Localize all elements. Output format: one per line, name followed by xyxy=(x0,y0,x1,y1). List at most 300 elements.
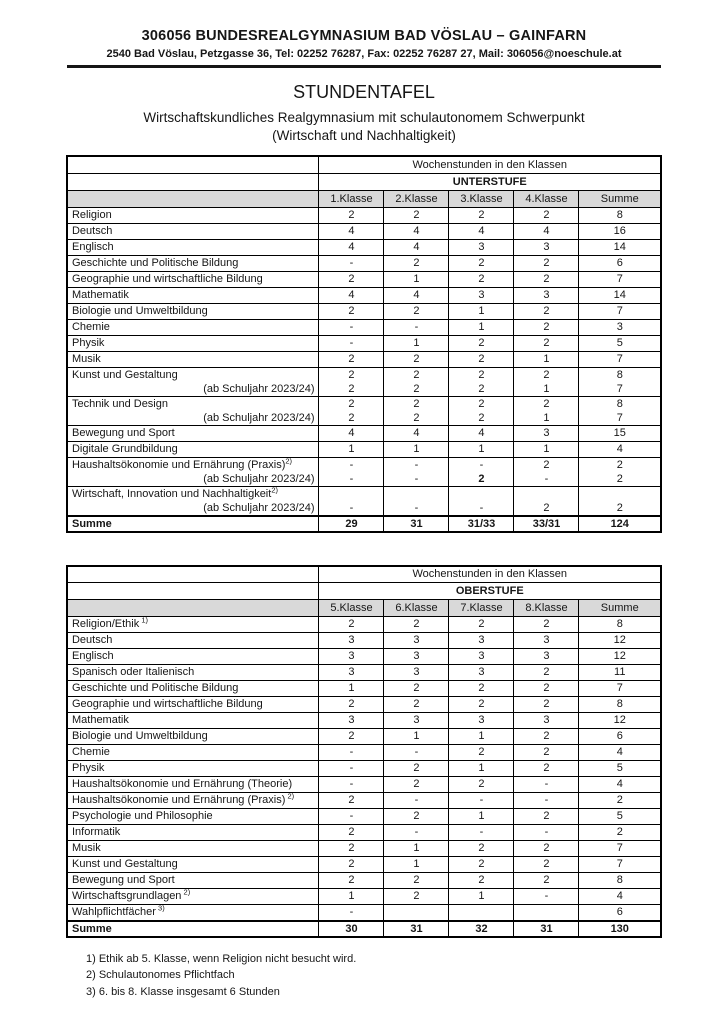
blank-cell xyxy=(67,156,319,173)
hours-cell: 2 xyxy=(449,873,514,889)
hours-cell: 7 xyxy=(579,351,661,367)
subject-row xyxy=(67,825,661,841)
summe-row xyxy=(67,921,661,937)
subject-cell xyxy=(67,633,319,649)
blank-cell xyxy=(67,173,319,190)
hours-cell: 2 xyxy=(514,255,579,271)
subject-cell xyxy=(67,486,319,516)
hours-cell xyxy=(319,486,384,516)
subject-row xyxy=(67,793,661,809)
hours-cell: - xyxy=(514,777,579,793)
subject-cell xyxy=(67,271,319,287)
blank-cell xyxy=(67,583,319,600)
subject-label: Technik und Design xyxy=(71,397,168,410)
hours-line-2: 2 xyxy=(348,382,355,395)
hours-line-2: 2 xyxy=(413,382,420,395)
hours-cell: 2 xyxy=(384,777,449,793)
hours-line-2: 2 xyxy=(616,472,623,485)
hours-cell: 2 xyxy=(449,857,514,873)
subject-row xyxy=(67,319,661,335)
hours-line-2: 2 xyxy=(543,501,550,514)
subject-row xyxy=(67,425,661,441)
hours-line-1: 8 xyxy=(616,397,623,410)
hours-cell: 1 xyxy=(449,303,514,319)
subject-cell xyxy=(67,905,319,921)
hours-cell xyxy=(449,367,514,396)
subject-label: Geschichte und Politische Bildung xyxy=(71,256,239,269)
blank-cell xyxy=(67,190,319,207)
hours-cell: 2 xyxy=(384,617,449,633)
hours-cell: 3 xyxy=(449,649,514,665)
group-header-row xyxy=(67,566,661,583)
hours-cell: 1 xyxy=(384,441,449,457)
school-address: 2540 Bad Vöslau, Petzgasse 36, Tel: 02252 76287, Fax: 02252 76287 27, Mail: 306056@noeschule.at xyxy=(106,48,622,60)
subject-cell xyxy=(67,425,319,441)
subject-cell xyxy=(67,713,319,729)
hours-cell: 7 xyxy=(579,857,661,873)
hours-cell: 4 xyxy=(579,441,661,457)
hours-cell: - xyxy=(319,745,384,761)
hours-cell: - xyxy=(514,889,579,905)
hours-cell: 3 xyxy=(319,633,384,649)
hours-cell: 3 xyxy=(384,633,449,649)
hours-cell xyxy=(514,905,579,921)
subject-row xyxy=(67,697,661,713)
hours-cell: 2 xyxy=(514,857,579,873)
subject-label: Kunst und Gestaltung xyxy=(71,368,178,381)
hours-cell: 3 xyxy=(449,713,514,729)
column-header-cell: Summe xyxy=(579,190,661,207)
hours-line-2: - xyxy=(479,501,484,514)
hours-cell xyxy=(514,396,579,425)
subject-label: Haushaltsökonomie und Ernährung (Theorie) xyxy=(71,778,293,790)
subject-label: Religion xyxy=(71,208,112,221)
subject-label: Musik xyxy=(71,842,101,854)
hours-cell: 3 xyxy=(449,239,514,255)
hours-cell: 2 xyxy=(514,809,579,825)
hours-cell: 2 xyxy=(319,793,384,809)
hours-cell: 2 xyxy=(384,681,449,697)
hours-cell xyxy=(579,486,661,516)
subject-cell xyxy=(67,223,319,239)
hours-cell xyxy=(514,486,579,516)
subject-row xyxy=(67,777,661,793)
hours-cell: 5 xyxy=(579,809,661,825)
hours-cell: 1 xyxy=(384,335,449,351)
hours-cell: 2 xyxy=(514,665,579,681)
hours-cell: 2 xyxy=(319,841,384,857)
subject-label: Summe xyxy=(71,922,112,935)
subject-label: Psychologie und Philosophie xyxy=(71,810,213,822)
hours-cell: 2 xyxy=(319,857,384,873)
hours-cell: - xyxy=(384,825,449,841)
subject-cell xyxy=(67,396,319,425)
hours-cell xyxy=(384,486,449,516)
hours-cell xyxy=(319,396,384,425)
hours-cell: 3 xyxy=(514,713,579,729)
subject-row xyxy=(67,649,661,665)
group-header-row xyxy=(67,156,661,173)
subject-row xyxy=(67,239,661,255)
hours-cell: 6 xyxy=(579,905,661,921)
hours-cell: 2 xyxy=(449,777,514,793)
hours-cell: 2 xyxy=(449,335,514,351)
hours-cell: 1 xyxy=(449,319,514,335)
subject-label: Englisch xyxy=(71,240,114,253)
hours-cell: 2 xyxy=(319,303,384,319)
footnote-3: 3) 6. bis 8. Klasse insgesamt 6 Stunden xyxy=(86,985,280,998)
hours-cell: - xyxy=(319,761,384,777)
subject-label: Biologie und Umweltbildung xyxy=(71,730,208,742)
hours-line-2: 2 xyxy=(478,411,485,424)
subject-row xyxy=(67,889,661,905)
hours-cell: 7 xyxy=(579,841,661,857)
hours-line-1 xyxy=(453,487,509,501)
subject-label: Haushaltsökonomie und Ernährung (Praxis)$^{2)}$ xyxy=(71,457,293,471)
hours-cell: 2 xyxy=(319,351,384,367)
subject-cell xyxy=(67,516,319,532)
subject-cell xyxy=(67,617,319,633)
hours-cell: 3 xyxy=(384,713,449,729)
subject-row xyxy=(67,303,661,319)
subject-label: Informatik xyxy=(71,826,121,838)
hours-line-1: - xyxy=(479,458,484,471)
subject-cell xyxy=(67,761,319,777)
hours-cell: 4 xyxy=(579,745,661,761)
hours-cell: 4 xyxy=(384,425,449,441)
hours-cell: - xyxy=(384,319,449,335)
hours-cell: 2 xyxy=(579,793,661,809)
subject-cell xyxy=(67,457,319,486)
hours-cell: 2 xyxy=(514,729,579,745)
hours-line-2: 2 xyxy=(413,411,420,424)
subject-label: Kunst und Gestaltung xyxy=(71,858,178,870)
subject-label: Digitale Grundbildung xyxy=(71,442,178,455)
hours-cell: 2 xyxy=(319,207,384,223)
hours-cell: 4 xyxy=(384,239,449,255)
footnote-2: 2) Schulautonomes Pflichtfach xyxy=(86,969,235,981)
hours-cell: 2 xyxy=(514,271,579,287)
hours-cell: 1 xyxy=(449,441,514,457)
hours-cell: 8 xyxy=(579,207,661,223)
hours-cell: 12 xyxy=(579,633,661,649)
oberstufe-table xyxy=(66,565,662,938)
subject-row xyxy=(67,729,661,745)
footnote-ref: 1) xyxy=(139,616,149,625)
hours-line-1: 2 xyxy=(478,397,485,410)
hours-cell: 3 xyxy=(514,239,579,255)
hours-cell xyxy=(449,396,514,425)
note-line: (ab Schuljahr 2023/24) xyxy=(203,472,315,485)
hours-cell: 14 xyxy=(579,239,661,255)
subject-label: Chemie xyxy=(71,746,110,758)
hours-cell xyxy=(384,457,449,486)
hours-cell xyxy=(319,457,384,486)
subject-row xyxy=(67,761,661,777)
hours-cell: 2 xyxy=(384,255,449,271)
subject-row xyxy=(67,857,661,873)
subject-row xyxy=(67,457,661,486)
subject-row xyxy=(67,207,661,223)
column-header-cell: 1.Klasse xyxy=(319,190,384,207)
hours-cell: 3 xyxy=(449,633,514,649)
hours-cell: 1 xyxy=(449,761,514,777)
hours-cell: 15 xyxy=(579,425,661,441)
subject-row xyxy=(67,271,661,287)
column-header-row xyxy=(67,600,661,617)
hours-line-1: - xyxy=(414,458,419,471)
subject-label: Chemie xyxy=(71,320,110,333)
group-header-cell: Wochenstunden in den Klassen xyxy=(319,566,661,583)
subject-label: Bewegung und Sport xyxy=(71,426,175,439)
hours-cell xyxy=(579,367,661,396)
hours-cell: 4 xyxy=(319,223,384,239)
group-header-cell: Wochenstunden in den Klassen xyxy=(319,156,661,173)
hours-cell: - xyxy=(514,825,579,841)
hours-line-2: - xyxy=(414,501,419,514)
hours-cell xyxy=(579,396,661,425)
hours-cell: 3 xyxy=(514,649,579,665)
hours-cell: 2 xyxy=(384,697,449,713)
hours-line-1: 2 xyxy=(413,397,420,410)
hours-cell: 1 xyxy=(384,271,449,287)
subject-row xyxy=(67,335,661,351)
subject-cell xyxy=(67,239,319,255)
hours-line-1: 2 xyxy=(543,368,550,381)
hours-cell: 4 xyxy=(319,239,384,255)
hours-cell: 31/33 xyxy=(449,516,514,532)
hours-cell: 5 xyxy=(579,761,661,777)
subject-cell xyxy=(67,681,319,697)
hours-line-2: 2 xyxy=(478,382,485,395)
hours-cell: 2 xyxy=(514,617,579,633)
hours-cell: 2 xyxy=(514,319,579,335)
subject-row xyxy=(67,396,661,425)
subject-cell xyxy=(67,351,319,367)
hours-cell xyxy=(514,457,579,486)
hours-line-2: 2 xyxy=(348,411,355,424)
footnote-ref: 2) xyxy=(285,457,293,465)
hours-cell: 2 xyxy=(319,271,384,287)
hours-cell xyxy=(579,457,661,486)
subject-cell xyxy=(67,857,319,873)
subject-label: Geographie und wirtschaftliche Bildung xyxy=(71,698,263,710)
hours-cell: 3 xyxy=(319,713,384,729)
footnote-ref: 2) xyxy=(181,888,191,897)
hours-cell xyxy=(449,905,514,921)
hours-cell xyxy=(384,367,449,396)
hours-cell: 1 xyxy=(319,681,384,697)
subject-row xyxy=(67,905,661,921)
hours-cell: 2 xyxy=(319,873,384,889)
hours-cell: 3 xyxy=(384,665,449,681)
summe-row xyxy=(67,516,661,532)
subject-cell xyxy=(67,665,319,681)
hours-cell: 4 xyxy=(319,425,384,441)
hours-line-1: 2 xyxy=(616,458,623,471)
hours-cell: 2 xyxy=(449,351,514,367)
blank-cell xyxy=(67,600,319,617)
hours-cell: 2 xyxy=(514,841,579,857)
hours-line-2: 2 xyxy=(478,472,485,485)
hours-cell: 31 xyxy=(384,921,449,937)
note-line: (ab Schuljahr 2023/24) xyxy=(203,501,315,514)
hours-line-1 xyxy=(388,487,444,501)
subject-row xyxy=(67,223,661,239)
column-header-cell: 6.Klasse xyxy=(384,600,449,617)
hours-line-2: 1 xyxy=(543,411,550,424)
subject-row xyxy=(67,713,661,729)
subtitle-line-1: Wirtschaftskundliches Realgymnasium mit schulautonomem Schwerpunkt xyxy=(143,110,585,125)
hours-cell: 2 xyxy=(514,335,579,351)
hours-cell: 29 xyxy=(319,516,384,532)
hours-cell: 1 xyxy=(514,351,579,367)
subject-label: Religion/Ethik $^{1)}$ xyxy=(71,616,149,630)
subject-label: Wirtschaft, Innovation und Nachhaltigkeit$^{2)}$ xyxy=(71,486,278,500)
hours-cell: 6 xyxy=(579,255,661,271)
hours-line-1 xyxy=(323,487,379,501)
hours-cell: 1 xyxy=(384,857,449,873)
subject-cell xyxy=(67,335,319,351)
hours-cell: 3 xyxy=(514,633,579,649)
subject-cell xyxy=(67,873,319,889)
hours-line-2: - xyxy=(349,501,354,514)
hours-cell: - xyxy=(449,793,514,809)
hours-line-2: 7 xyxy=(616,382,623,395)
hours-cell: 7 xyxy=(579,271,661,287)
hours-line-1: 2 xyxy=(348,397,355,410)
subject-label: Biologie und Umweltbildung xyxy=(71,304,208,317)
hours-cell: 1 xyxy=(449,729,514,745)
subject-row xyxy=(67,809,661,825)
hours-cell: 1 xyxy=(514,441,579,457)
hours-cell: 2 xyxy=(384,303,449,319)
subject-row xyxy=(67,255,661,271)
hours-cell: 3 xyxy=(514,287,579,303)
school-name: 306056 BUNDESREALGYMNASIUM BAD VÖSLAU – GAINFARN xyxy=(141,28,587,44)
hours-cell: 4 xyxy=(384,287,449,303)
subject-cell xyxy=(67,921,319,937)
subject-cell xyxy=(67,697,319,713)
subject-label: Haushaltsökonomie und Ernährung (Praxis) $^{2)}$ xyxy=(71,792,295,806)
hours-cell: 2 xyxy=(319,617,384,633)
stage-header-cell: OBERSTUFE xyxy=(319,583,661,600)
subtitle-line-2: (Wirtschaft und Nachhaltigkeit) xyxy=(272,128,456,143)
hours-cell: 6 xyxy=(579,729,661,745)
hours-cell: 2 xyxy=(384,207,449,223)
hours-cell: 14 xyxy=(579,287,661,303)
subject-cell xyxy=(67,841,319,857)
hours-cell: 3 xyxy=(449,287,514,303)
hours-cell: 2 xyxy=(384,889,449,905)
hours-cell: 124 xyxy=(579,516,661,532)
subject-label: Musik xyxy=(71,352,101,365)
hours-line-1: 2 xyxy=(543,458,550,471)
hours-cell: 32 xyxy=(449,921,514,937)
hours-cell: - xyxy=(384,793,449,809)
subject-cell xyxy=(67,255,319,271)
hours-cell: 2 xyxy=(514,761,579,777)
subject-label: Summe xyxy=(71,517,112,530)
subject-label: Englisch xyxy=(71,650,114,662)
hours-cell: 2 xyxy=(319,729,384,745)
hours-cell: 2 xyxy=(384,873,449,889)
column-header-cell: 5.Klasse xyxy=(319,600,384,617)
hours-cell: 8 xyxy=(579,617,661,633)
hours-cell: 2 xyxy=(449,681,514,697)
unterstufe-table xyxy=(66,155,662,533)
hours-cell: 8 xyxy=(579,697,661,713)
subject-label: Wahlpflichtfächer $^{3)}$ xyxy=(71,904,165,918)
hours-cell: 2 xyxy=(384,761,449,777)
note-line: (ab Schuljahr 2023/24) xyxy=(203,411,315,424)
hours-cell: 2 xyxy=(514,745,579,761)
subject-row xyxy=(67,351,661,367)
hours-cell: 2 xyxy=(514,303,579,319)
subject-label: Bewegung und Sport xyxy=(71,874,175,886)
subject-row xyxy=(67,745,661,761)
subject-row xyxy=(67,441,661,457)
hours-cell: 2 xyxy=(514,207,579,223)
subject-label: Deutsch xyxy=(71,224,113,237)
subject-cell xyxy=(67,303,319,319)
subject-label: Geschichte und Politische Bildung xyxy=(71,682,239,694)
subject-cell xyxy=(67,745,319,761)
hours-cell: 2 xyxy=(449,841,514,857)
footnote-1: 1) Ethik ab 5. Klasse, wenn Religion nicht besucht wird. xyxy=(86,952,357,965)
hours-cell: 2 xyxy=(319,825,384,841)
hours-line-2: - xyxy=(544,472,549,485)
hours-cell: - xyxy=(514,793,579,809)
hours-cell: 2 xyxy=(449,255,514,271)
stage-header-row xyxy=(67,583,661,600)
subject-cell xyxy=(67,825,319,841)
hours-cell: 2 xyxy=(579,825,661,841)
column-header-cell: 2.Klasse xyxy=(384,190,449,207)
subject-row xyxy=(67,486,661,516)
hours-cell: - xyxy=(319,777,384,793)
hours-line-2: - xyxy=(414,472,419,485)
hours-cell: - xyxy=(319,809,384,825)
hours-cell: 2 xyxy=(319,697,384,713)
hours-cell: 2 xyxy=(449,745,514,761)
subject-cell xyxy=(67,889,319,905)
column-header-cell: 7.Klasse xyxy=(449,600,514,617)
column-header-row xyxy=(67,190,661,207)
hours-cell: 30 xyxy=(319,921,384,937)
subject-label: Physik xyxy=(71,762,105,774)
hours-cell: 16 xyxy=(579,223,661,239)
hours-cell: 2 xyxy=(384,351,449,367)
subject-cell xyxy=(67,207,319,223)
subject-row xyxy=(67,681,661,697)
footnote-ref: 2) xyxy=(285,792,295,801)
hours-cell: 31 xyxy=(514,921,579,937)
hours-cell: 4 xyxy=(579,777,661,793)
hours-cell: 1 xyxy=(449,809,514,825)
footnotes xyxy=(86,951,728,1001)
hours-cell: 31 xyxy=(384,516,449,532)
hours-cell: 11 xyxy=(579,665,661,681)
header-rule xyxy=(67,65,661,68)
hours-line-1: 2 xyxy=(413,368,420,381)
hours-line-1: 2 xyxy=(348,368,355,381)
subject-row xyxy=(67,617,661,633)
hours-cell: 7 xyxy=(579,303,661,319)
hours-line-2: 7 xyxy=(616,411,623,424)
subject-row xyxy=(67,665,661,681)
column-header-cell: 3.Klasse xyxy=(449,190,514,207)
